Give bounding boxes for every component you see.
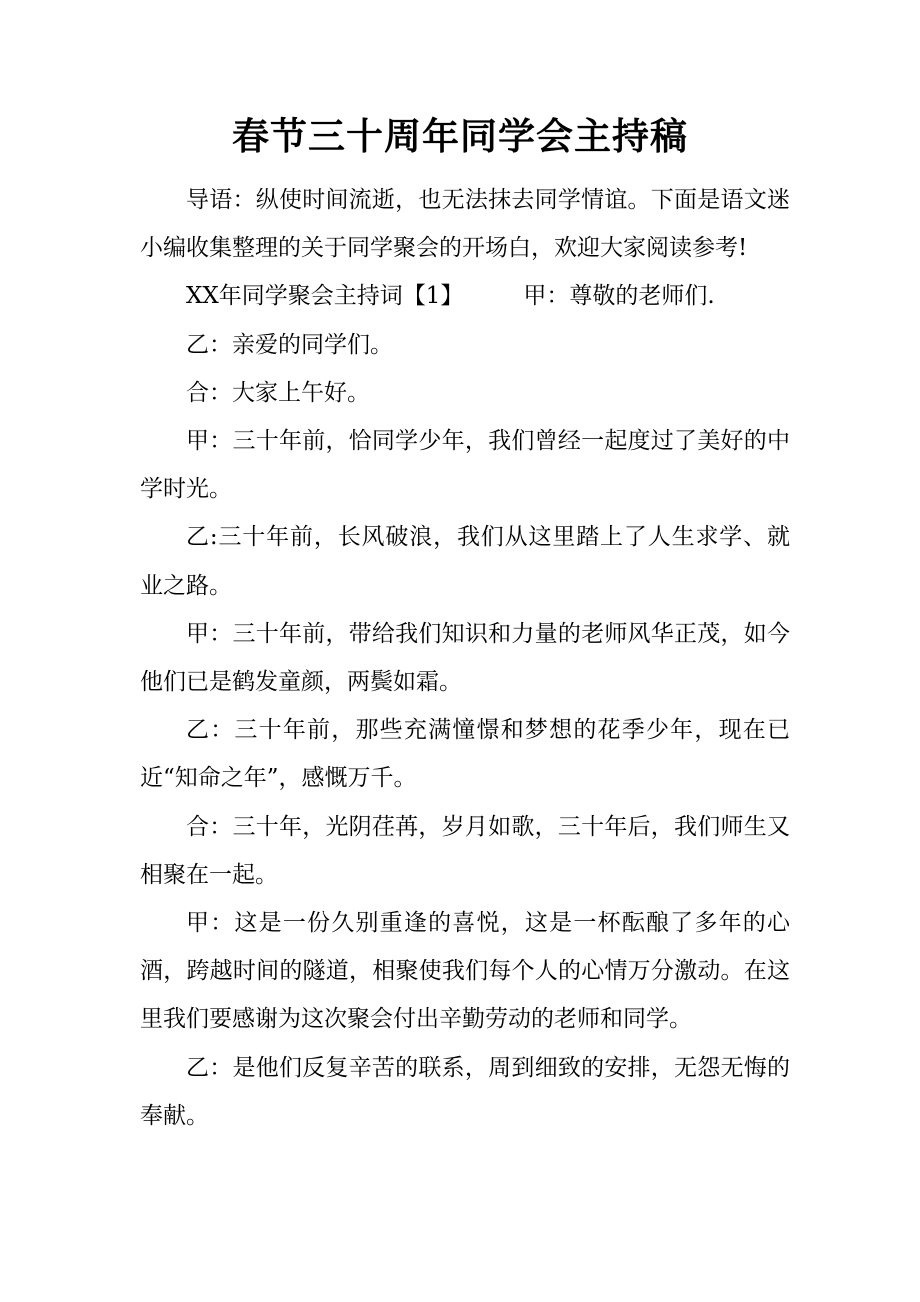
dialogue-paragraph: 甲：三十年前，恰同学少年，我们曾经一起度过了美好的中学时光。 <box>140 428 790 503</box>
dialogue-paragraph: 乙：三十年前，那些充满憧憬和梦想的花季少年，现在已近“知命之年”，感慨万千。 <box>140 717 790 792</box>
dialogue-paragraph: 甲：这是一份久别重逢的喜悦，这是一杯酝酿了多年的心酒，跨越时间的隧道，相聚使我们每个人的心情万分激动。在这里我们要感谢为这次聚会付出辛勤劳动的老师和同学。 <box>140 910 790 1033</box>
dialogue-paragraph: 乙：是他们反复辛苦的联系，周到细致的安排，无怨无悔的奉献。 <box>140 1054 790 1129</box>
section-heading: XX年同学聚会主持词【1】 <box>186 283 464 310</box>
dialogue-paragraph: 甲：三十年前，带给我们知识和力量的老师风华正茂，如今他们已是鹤发童颜，两鬓如霜。 <box>140 620 790 696</box>
dialogue-paragraph: 乙:三十年前，长风破浪，我们从这里踏上了人生求学、就业之路。 <box>140 524 790 599</box>
dialogue-paragraph: 合：三十年，光阴荏苒，岁月如歌，三十年后，我们师生又相聚在一起。 <box>140 813 790 888</box>
document-body <box>140 176 790 1140</box>
section-heading-line <box>140 272 790 320</box>
intro-paragraph: 导语：纵使时间流逝，也无法抹去同学情谊。下面是语文迷小编收集整理的关于同学聚会的开场白，欢迎大家阅读参考! <box>140 187 790 262</box>
dialogue-paragraph: 合：大家上午好。 <box>186 379 370 406</box>
document-title: 春节三十周年同学会主持稿 <box>232 114 688 158</box>
dialogue-paragraph: 乙：亲爱的同学们。 <box>186 331 393 358</box>
dialogue-line: 甲：尊敬的老师们. <box>523 283 715 310</box>
